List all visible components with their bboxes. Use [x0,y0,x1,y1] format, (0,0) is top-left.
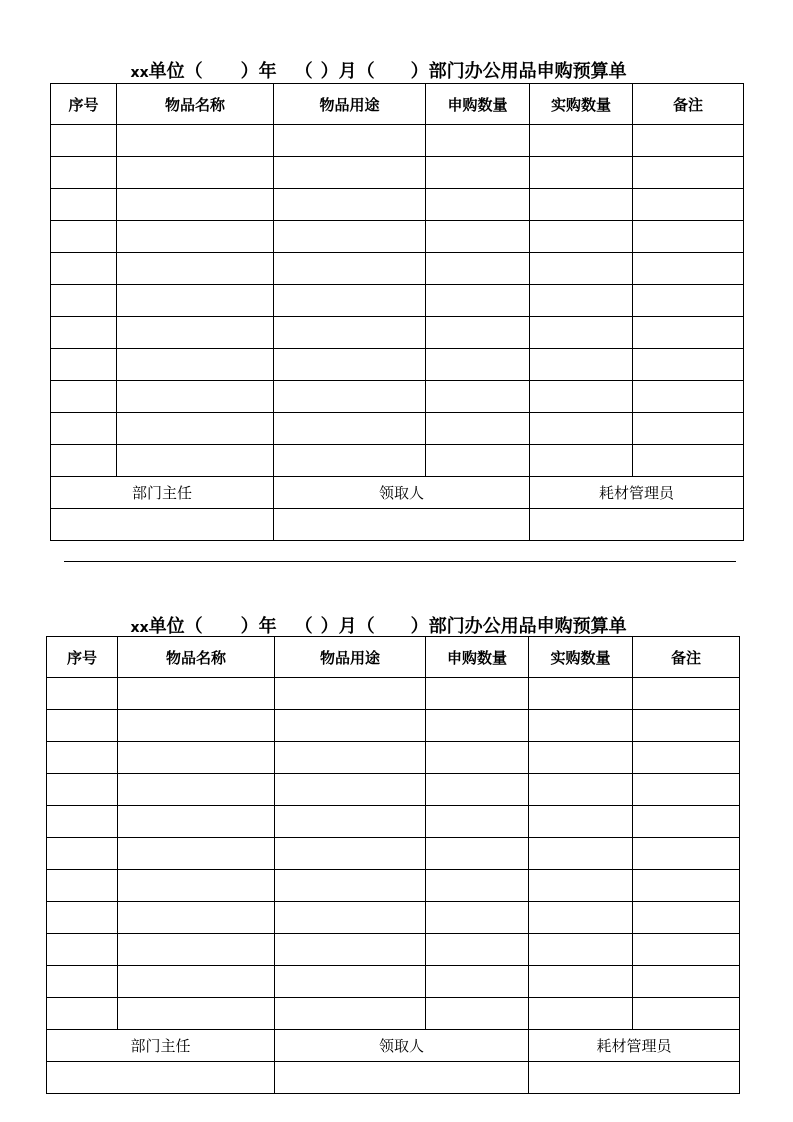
table-cell[interactable] [274,285,426,317]
table-cell[interactable] [47,774,118,806]
header-cell: 申购数量 [426,84,530,125]
table-cell[interactable] [633,189,744,221]
header-cell: 物品名称 [118,637,275,678]
table-cell[interactable] [426,189,530,221]
table-cell[interactable] [633,678,740,710]
table-cell[interactable] [118,806,275,838]
table-cell[interactable] [633,413,744,445]
table-cell[interactable] [275,806,426,838]
signature-entry-row [51,509,744,541]
table-cell[interactable] [275,870,426,902]
table-cell[interactable] [426,678,529,710]
table-cell[interactable] [529,998,633,1030]
table-cell[interactable] [633,125,744,157]
table-cell[interactable] [426,349,530,381]
table-cell[interactable] [274,349,426,381]
table-cell[interactable] [275,838,426,870]
title-year-label: ）年 [240,616,277,637]
table-row [47,710,740,742]
table-cell[interactable] [529,902,633,934]
table-cell[interactable] [530,285,633,317]
header-row [51,84,744,125]
table-cell[interactable] [633,806,740,838]
table-row [51,221,744,253]
table-cell[interactable] [51,189,117,221]
table-cell[interactable] [426,774,529,806]
table-cell[interactable] [47,934,118,966]
table-cell[interactable] [529,742,633,774]
table-row [51,285,744,317]
table-cell[interactable] [530,413,633,445]
signature-label-row [47,1030,740,1062]
table-row [47,774,740,806]
table-cell[interactable] [47,678,118,710]
header-cell: 物品用途 [275,637,426,678]
table-cell[interactable] [426,157,530,189]
table-cell[interactable] [275,678,426,710]
signature-entry-row [47,1062,740,1094]
table-cell[interactable] [274,317,426,349]
table-cell[interactable] [426,125,530,157]
signature-field-supply-admin[interactable] [529,1062,740,1094]
table-cell[interactable] [426,934,529,966]
table-row [47,934,740,966]
table-cell[interactable] [633,774,740,806]
table-cell[interactable] [529,678,633,710]
table-cell[interactable] [426,870,529,902]
table-cell[interactable] [118,774,275,806]
table-cell[interactable] [530,221,633,253]
table-cell[interactable] [633,381,744,413]
signature-field-supply-admin[interactable] [530,509,744,541]
signature-field-director[interactable] [51,509,274,541]
table-cell[interactable] [47,998,118,1030]
table-cell[interactable] [633,998,740,1030]
table-cell[interactable] [633,285,744,317]
table-cell[interactable] [47,902,118,934]
table-cell[interactable] [47,710,118,742]
table-cell[interactable] [530,349,633,381]
table-cell[interactable] [633,221,744,253]
table-cell[interactable] [426,806,529,838]
table-cell[interactable] [274,445,426,477]
title-unit-prefix: xx [130,65,149,81]
table-cell[interactable] [118,838,275,870]
table-row [51,125,744,157]
table-cell[interactable] [117,317,274,349]
table-cell[interactable] [426,710,529,742]
table-row [47,742,740,774]
table-cell[interactable] [529,774,633,806]
table-cell[interactable] [530,317,633,349]
table-cell[interactable] [633,317,744,349]
table-cell[interactable] [426,998,529,1030]
header-cell: 实购数量 [529,637,633,678]
table-cell[interactable] [530,189,633,221]
table-row [51,253,744,285]
form-1-title [118,36,627,83]
header-cell: 序号 [51,84,117,125]
table-cell[interactable] [275,934,426,966]
table-cell[interactable] [426,838,529,870]
table-cell[interactable] [274,253,426,285]
table-row [51,445,744,477]
table-cell[interactable] [426,317,530,349]
table-cell[interactable] [274,189,426,221]
header-cell: 备注 [633,637,740,678]
table-cell[interactable] [118,966,275,998]
table-row [47,870,740,902]
table-cell[interactable] [633,934,740,966]
title-unit-label: 单位（ [148,616,203,637]
table-cell[interactable] [274,413,426,445]
table-cell[interactable] [51,221,117,253]
table-cell[interactable] [47,806,118,838]
form-divider [64,561,736,562]
header-cell: 申购数量 [426,637,529,678]
table-cell[interactable] [633,710,740,742]
table-cell[interactable] [118,870,275,902]
table-cell[interactable] [51,125,117,157]
header-cell: 实购数量 [530,84,633,125]
table-cell[interactable] [51,381,117,413]
table-cell[interactable] [118,998,275,1030]
table-cell[interactable] [51,317,117,349]
table-row [51,189,744,221]
table-cell[interactable] [633,742,740,774]
table-cell[interactable] [117,189,274,221]
header-row [47,637,740,678]
table-cell[interactable] [275,966,426,998]
table-cell[interactable] [633,349,744,381]
table-cell[interactable] [530,125,633,157]
table-cell[interactable] [426,902,529,934]
signature-label-recipient: 领取人 [275,1030,529,1062]
title-month-label: ）月（ [320,61,375,82]
table-cell[interactable] [275,742,426,774]
table-cell[interactable] [117,413,274,445]
table-cell[interactable] [117,221,274,253]
signature-label-supply-admin: 耗材管理员 [529,1030,740,1062]
signature-field-recipient[interactable] [275,1062,529,1094]
table-cell[interactable] [529,934,633,966]
table-cell[interactable] [51,349,117,381]
table-cell[interactable] [117,349,274,381]
table-cell[interactable] [530,253,633,285]
header-cell: 备注 [633,84,744,125]
signature-label-row [51,477,744,509]
signature-label-director: 部门主任 [47,1030,275,1062]
table-cell[interactable] [118,678,275,710]
table-row [51,349,744,381]
table-cell[interactable] [47,870,118,902]
table-cell[interactable] [274,381,426,413]
table-cell[interactable] [51,253,117,285]
title-month-open: （ [294,616,313,637]
title-month-open: （ [294,61,313,82]
table-cell[interactable] [426,413,530,445]
table-cell[interactable] [633,870,740,902]
table-cell[interactable] [51,157,117,189]
table-cell[interactable] [530,445,633,477]
signature-label-supply-admin: 耗材管理员 [530,477,744,509]
table-cell[interactable] [117,253,274,285]
table-cell[interactable] [117,125,274,157]
table-row [51,413,744,445]
table-cell[interactable] [275,998,426,1030]
table-row [47,678,740,710]
table-cell[interactable] [118,934,275,966]
title-suffix: ）部门办公用品申购预算单 [410,616,627,637]
table-cell[interactable] [51,445,117,477]
table-cell[interactable] [275,774,426,806]
table-row [51,381,744,413]
signature-field-director[interactable] [47,1062,275,1094]
table-cell[interactable] [118,742,275,774]
table-cell[interactable] [117,157,274,189]
table-row [47,998,740,1030]
table-cell[interactable] [530,157,633,189]
table-cell[interactable] [426,966,529,998]
table-cell[interactable] [47,838,118,870]
table-cell[interactable] [47,742,118,774]
table-row [47,966,740,998]
table-cell[interactable] [633,966,740,998]
table-cell[interactable] [117,381,274,413]
form-2-title [118,591,627,638]
table-cell[interactable] [274,157,426,189]
table-cell[interactable] [426,445,530,477]
title-unit-prefix: xx [130,620,149,636]
table-cell[interactable] [633,253,744,285]
table-cell[interactable] [117,445,274,477]
table-cell[interactable] [633,902,740,934]
table-cell[interactable] [529,966,633,998]
title-year-label: ）年 [240,61,277,82]
title-suffix: ）部门办公用品申购预算单 [410,61,627,82]
table-cell[interactable] [529,710,633,742]
table-cell[interactable] [275,710,426,742]
table-cell[interactable] [426,221,530,253]
form-2-table [46,636,740,1094]
table-cell[interactable] [529,870,633,902]
table-cell[interactable] [426,381,530,413]
table-cell[interactable] [530,381,633,413]
table-cell[interactable] [274,125,426,157]
table-row [47,902,740,934]
table-cell[interactable] [633,445,744,477]
table-cell[interactable] [529,806,633,838]
signature-label-recipient: 领取人 [274,477,530,509]
form-1-table [50,83,744,541]
header-cell: 物品名称 [117,84,274,125]
table-cell[interactable] [274,221,426,253]
table-cell[interactable] [529,838,633,870]
table-cell[interactable] [118,710,275,742]
table-cell[interactable] [47,966,118,998]
table-cell[interactable] [426,285,530,317]
table-row [51,157,744,189]
signature-label-director: 部门主任 [51,477,274,509]
header-cell: 物品用途 [274,84,426,125]
table-cell[interactable] [633,838,740,870]
title-unit-label: 单位（ [148,61,203,82]
table-cell[interactable] [117,285,274,317]
table-row [47,806,740,838]
table-cell[interactable] [51,413,117,445]
table-row [47,838,740,870]
table-cell[interactable] [426,742,529,774]
table-cell[interactable] [426,253,530,285]
signature-field-recipient[interactable] [274,509,530,541]
title-month-label: ）月（ [320,616,375,637]
table-cell[interactable] [633,157,744,189]
table-cell[interactable] [118,902,275,934]
table-cell[interactable] [275,902,426,934]
table-row [51,317,744,349]
header-cell: 序号 [47,637,118,678]
table-cell[interactable] [51,285,117,317]
